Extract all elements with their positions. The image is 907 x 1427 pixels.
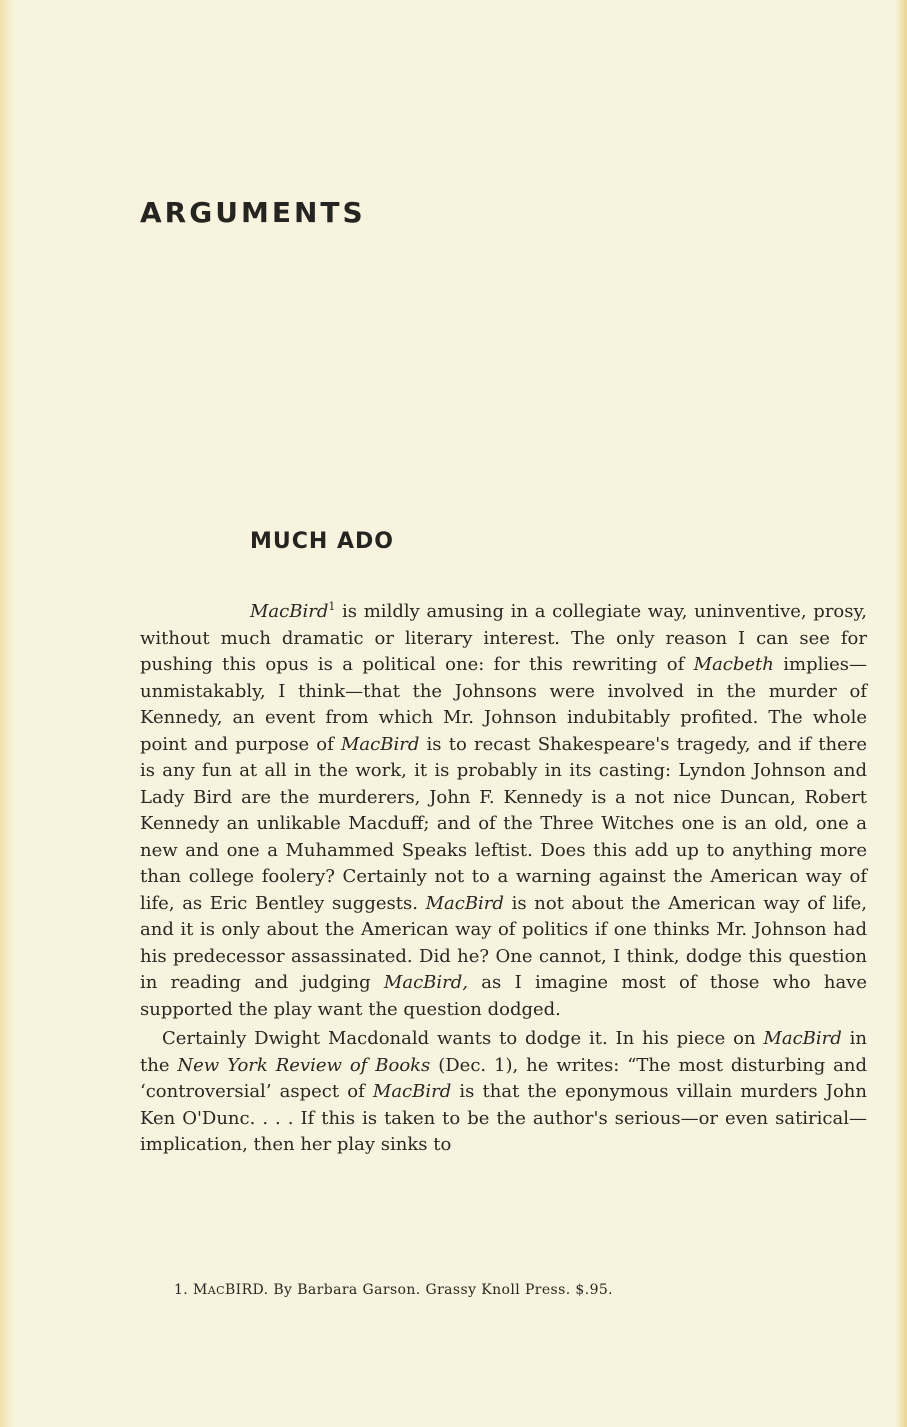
title-macbird: MacBird xyxy=(425,892,504,914)
paragraph-text: is that the eponymous villain murders John Ken O'Dunc. . . . If this is taken to be the author's serious—or even satirical—implication, then her play sinks to xyxy=(140,1081,867,1155)
footnote-title-cap: M xyxy=(193,1282,208,1298)
paragraph-text: Certainly Dwight Macdonald wants to dodge it. In his piece on xyxy=(162,1028,764,1049)
paragraph-text: implies—unmistakably, I think—that the Johnsons were involved in the murder of Kennedy, an event from which Mr. Johnson indubitably profited. The whole point and purpose of xyxy=(140,654,867,755)
article-heading: MUCH ADO xyxy=(250,529,394,554)
footnote-title-rest: BIRD. xyxy=(224,1282,269,1298)
title-new-york-review: New York Review of Books xyxy=(177,1054,431,1076)
title-macbeth: Macbeth xyxy=(693,654,774,675)
footnote-reference: 1 xyxy=(328,600,336,613)
title-macbird: MacBird xyxy=(250,601,329,622)
footnote-title-small: AC xyxy=(207,1284,225,1297)
page-edge-right xyxy=(895,0,907,1427)
paragraph-text: is to recast Shakespeare's tragedy, and if there is any fun at all in the work, it is probably in its casting: Lyndon Johnson and Lady Bird are the murderers, John F. Kennedy is a not nice Duncan, Robert Kennedy an unlikable Macduff; and of the Three Witches one is an old, one a new and one a Muhammed Speaks leftist. Does this add up to anything more than college foolery? Certainly not to a warning against the American way of life, as Eric Bentley suggests. xyxy=(140,733,867,914)
footnote-details: By Barbara Garson. Grassy Knoll Press. $.95. xyxy=(273,1282,614,1298)
title-macbird: MacBird xyxy=(372,1081,452,1102)
paragraph-text: is mildly amusing in a collegiate way, uninventive, prosy, without much dramatic or literary interest. The only reason I can see for pushing this opus is a political one: for this rewriting of xyxy=(140,601,867,675)
paragraph-text: is not about the American way of life, and it is only about the American way of politics if one thinks Mr. Johnson had his predecessor assassinated. Did he? One cannot, I think, dodge this question in reading and judging xyxy=(140,892,868,993)
paragraph-text: (Dec. 1), he writes: “The most disturbing and ‘controversial’ aspect of xyxy=(140,1054,867,1102)
footnote-number: 1. xyxy=(174,1282,189,1298)
title-macbird: MacBird xyxy=(341,733,420,755)
section-heading: ARGUMENTS xyxy=(140,196,366,229)
footnote xyxy=(174,1282,613,1298)
title-macbird: MacBird, xyxy=(383,972,468,993)
page-edge-left xyxy=(0,0,14,1427)
title-macbird: MacBird xyxy=(763,1028,842,1049)
paragraph-2 xyxy=(140,1026,867,1159)
paragraph-text: as I imagine most of those who have supported the play want the question dodged. xyxy=(140,972,868,1020)
paragraph-1 xyxy=(140,599,867,1023)
paragraph-text: in the xyxy=(140,1028,867,1076)
article-body xyxy=(140,599,867,1159)
